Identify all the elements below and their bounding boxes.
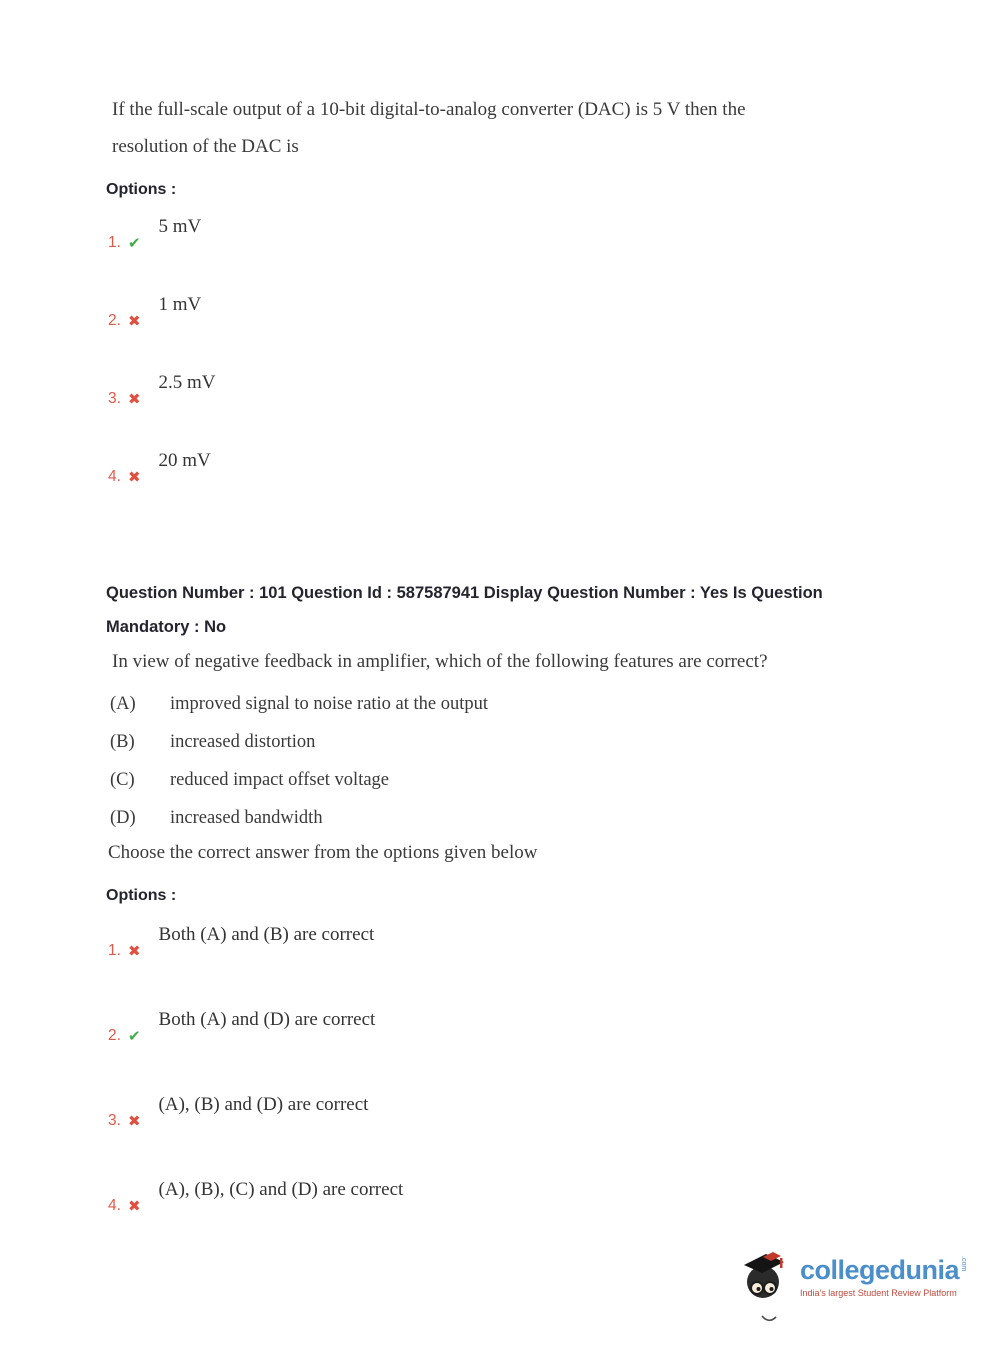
- option-row: [106, 914, 941, 960]
- sub-option-label: (C): [110, 770, 135, 790]
- choose-instruction: Choose the correct answer from the options given below: [108, 842, 538, 863]
- sub-option-text: increased distortion: [170, 732, 316, 752]
- wrong-icon: ✖: [127, 468, 141, 486]
- sub-option-row: [110, 685, 941, 723]
- option-row: [106, 1084, 941, 1130]
- option-row: [106, 212, 941, 252]
- option-number: 4.: [108, 1197, 121, 1214]
- sub-option-label: (D): [110, 808, 136, 828]
- option-text: 5 mV: [158, 216, 202, 237]
- option-number: 1.: [108, 234, 121, 251]
- brand-tagline: India's largest Student Review Platform: [800, 1288, 957, 1298]
- brand-suffix: .com: [960, 1256, 968, 1272]
- option-marker: [106, 942, 141, 960]
- question-meta-line: Mandatory : No: [106, 618, 227, 636]
- option-row: [106, 446, 941, 486]
- correct-icon: ✔: [127, 234, 141, 252]
- swoosh-icon: [760, 1314, 778, 1324]
- option-number: 2.: [108, 1027, 121, 1044]
- option-row: [106, 999, 941, 1045]
- option-text: Both (A) and (D) are correct: [158, 1009, 376, 1030]
- option-marker: [106, 234, 141, 252]
- option-number: 3.: [108, 1112, 121, 1129]
- option-marker: [106, 1197, 141, 1215]
- option-text: (A), (B) and (D) are correct: [158, 1094, 369, 1115]
- question-text-line: If the full-scale output of a 10-bit digital-to-analog converter (DAC) is 5 V then the: [112, 99, 746, 120]
- question-text-line: resolution of the DAC is: [112, 136, 299, 157]
- option-row: [106, 290, 941, 330]
- sub-options-list: [110, 685, 941, 837]
- option-number: 1.: [108, 942, 121, 959]
- sub-option-label: (B): [110, 732, 135, 752]
- sub-option-text: increased bandwidth: [170, 808, 323, 828]
- question-meta-line: Question Number : 101 Question Id : 587587941 Display Question Number : Yes Is Question: [106, 584, 823, 602]
- brand-line: [800, 1256, 967, 1284]
- sub-option-text: improved signal to noise ratio at the output: [170, 694, 489, 714]
- wrong-icon: ✖: [127, 390, 141, 408]
- sub-option-row: [110, 761, 941, 799]
- brand-name: collegedunia: [800, 1255, 960, 1285]
- options-label: Options :: [106, 887, 177, 904]
- brand-text-column: [800, 1248, 967, 1298]
- wrong-icon: ✖: [127, 1197, 141, 1215]
- wrong-icon: ✖: [127, 312, 141, 330]
- option-number: 2.: [108, 312, 121, 329]
- option-marker: [106, 1027, 141, 1045]
- collegedunia-watermark: [736, 1248, 976, 1306]
- option-marker: [106, 390, 141, 408]
- question-block-101: [106, 576, 941, 1254]
- question-block-100: [106, 96, 941, 524]
- option-text: 20 mV: [158, 450, 211, 471]
- sub-option-text: reduced impact offset voltage: [170, 770, 390, 790]
- option-row: [106, 1169, 941, 1215]
- sub-option-row: [110, 799, 941, 837]
- wrong-icon: ✖: [127, 942, 141, 960]
- option-number: 3.: [108, 390, 121, 407]
- wrong-icon: ✖: [127, 1112, 141, 1130]
- options-label: Options :: [106, 181, 177, 198]
- sub-option-row: [110, 723, 941, 761]
- option-text: (A), (B), (C) and (D) are correct: [158, 1179, 404, 1200]
- option-marker: [106, 1112, 141, 1130]
- option-text: Both (A) and (B) are correct: [158, 924, 375, 945]
- collegedunia-mascot-icon: [736, 1248, 792, 1306]
- option-text: 2.5 mV: [158, 372, 216, 393]
- option-row: [106, 368, 941, 408]
- sub-option-label: (A): [110, 694, 136, 714]
- option-text: 1 mV: [158, 294, 202, 315]
- correct-icon: ✔: [127, 1027, 141, 1045]
- options-list: [106, 212, 941, 486]
- question-text-line: In view of negative feedback in amplifier, which of the following features are correct?: [112, 651, 768, 672]
- brand-row: [736, 1248, 976, 1306]
- option-marker: [106, 468, 141, 486]
- options-list: [106, 914, 941, 1215]
- option-marker: [106, 312, 141, 330]
- option-number: 4.: [108, 468, 121, 485]
